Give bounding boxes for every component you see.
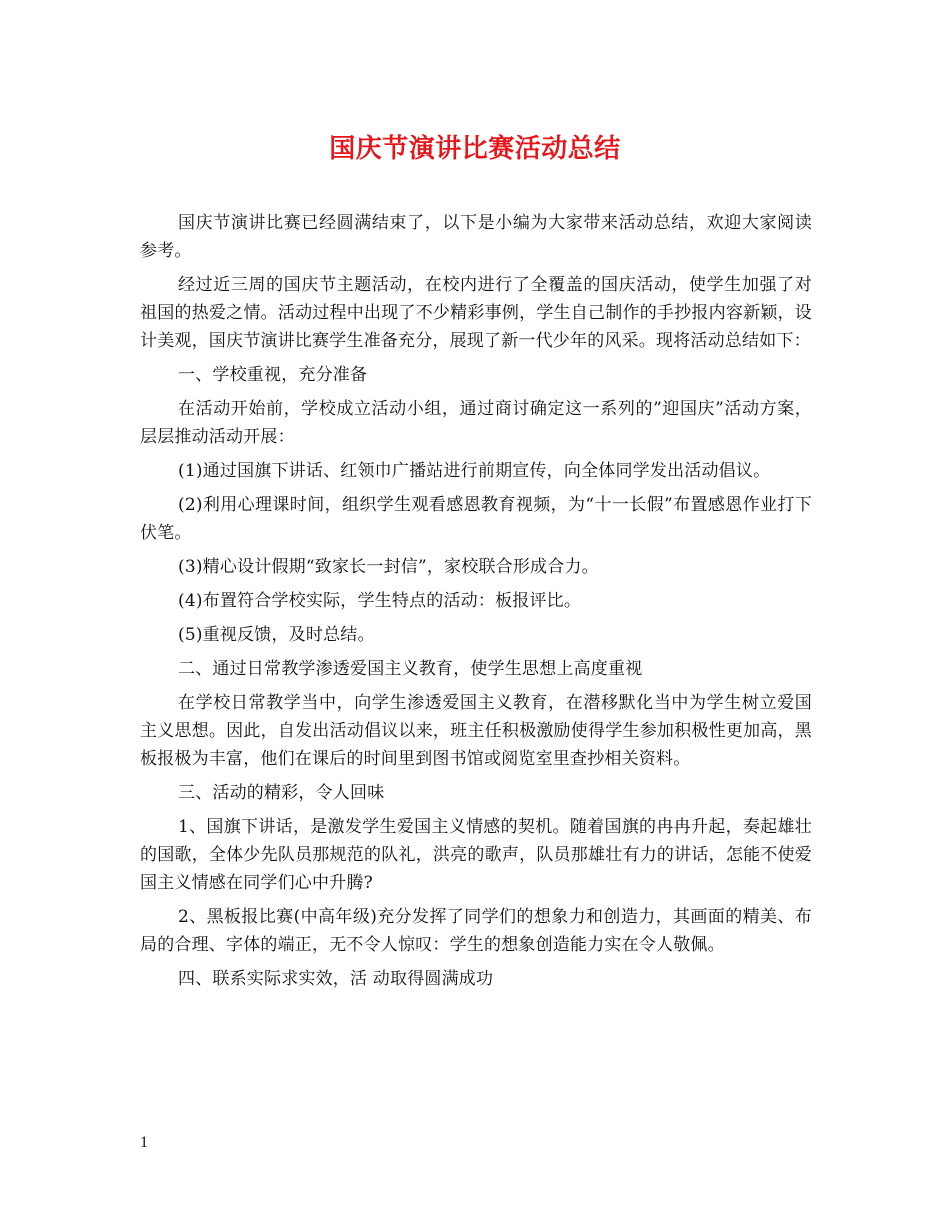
section-heading-1: 一、学校重视，充分准备 — [178, 365, 368, 385]
paragraph-intro: 国庆节演讲比赛已经圆满结束了，以下是小编为大家带来活动总结，欢迎大家阅读参考。 — [140, 213, 812, 261]
paragraph-flag-speech: 1、国旗下讲话，是激发学生爱国主义情感的契机。随着国旗的冉冉升起，奏起雄壮的国歌，全体少先队员那规范的队礼，洪亮的歌声，队员那雄壮有力的讲话，怎能不使爱国主义情感在同学们心中升腾? — [140, 817, 812, 893]
section-heading-2: 二、通过日常教学渗透爱国主义教育，使学生思想上高度重视 — [178, 659, 643, 679]
document-body — [140, 206, 812, 996]
section-heading-3: 三、活动的精彩，令人回味 — [178, 783, 385, 803]
list-item-2: (2)利用心理课时间，组织学生观看感恩教育视频，为“十一长假”布置感恩作业打下伏笔。 — [140, 495, 812, 543]
paragraph-teaching: 在学校日常教学当中，向学生渗透爱国主义教育，在潜移默化当中为学生树立爱国主义思想。因此，自发出活动倡议以来，班主任积极激励使得学生参加积极性更加高，黑板报极为丰富，他们在课后的时间里到图书馆或阅览室里查抄相关资料。 — [140, 693, 812, 769]
section-heading-4: 四、联系实际求实效，活 动取得圆满成功 — [178, 969, 494, 989]
page-number: 1 — [140, 1134, 148, 1151]
list-item-1: (1)通过国旗下讲话、红领巾广播站进行前期宣传，向全体同学发出活动倡议。 — [178, 461, 771, 481]
document-title: 国庆节演讲比赛活动总结 — [329, 134, 621, 164]
list-item-5: (5)重视反馈，及时总结。 — [178, 625, 375, 645]
paragraph-blackboard: 2、黑板报比赛(中高年级)充分发挥了同学们的想象力和创造力，其画面的精美、布局的合理、字体的端正，无不令人惊叹：学生的想象创造能力实在令人敬佩。 — [140, 907, 812, 955]
paragraph-preparation: 在活动开始前，学校成立活动小组，通过商讨确定这一系列的”迎国庆”活动方案，层层推动活动开展： — [140, 399, 812, 447]
list-item-3: (3)精心设计假期“致家长一封信”，家校联合形成合力。 — [178, 557, 599, 577]
list-item-4: (4)布置符合学校实际，学生特点的活动：板报评比。 — [178, 591, 582, 611]
paragraph-overview: 经过近三周的国庆节主题活动，在校内进行了全覆盖的国庆活动，使学生加强了对祖国的热爱之情。活动过程中出现了不少精彩事例，学生自己制作的手抄报内容新颖，设计美观，国庆节演讲比赛学生准备充分，展现了新一代少年的风采。现将活动总结如下： — [140, 275, 812, 351]
